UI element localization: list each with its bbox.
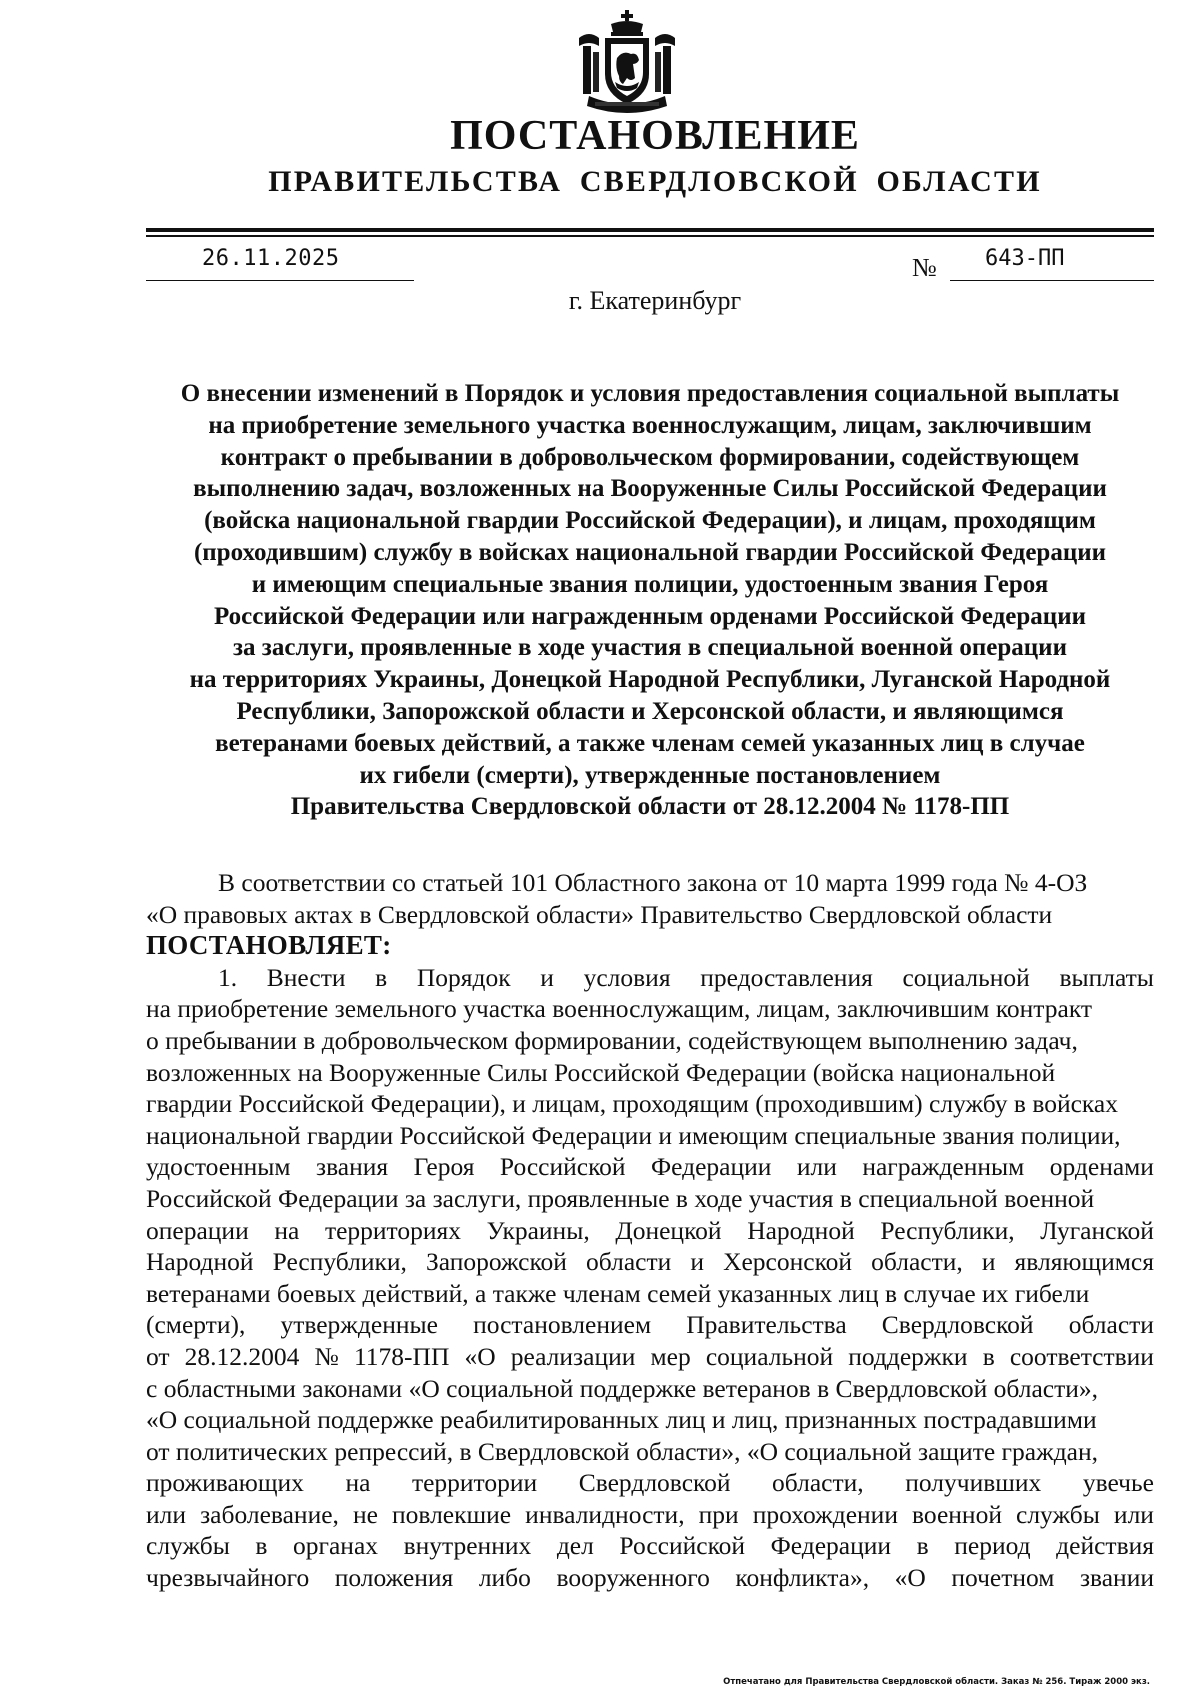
preamble-line: «О правовых актах в Свердловской области» Правительство Свердловской области: [146, 899, 1053, 929]
document-body: [146, 867, 1154, 1594]
word: Донецкой: [615, 1215, 722, 1245]
point-1-line: [146, 1467, 1154, 1499]
word: являющимся: [1014, 1247, 1154, 1277]
title-line: и имеющим специальные звания полиции, удостоенным звания Героя: [251, 570, 1049, 598]
word: выплаты: [1059, 962, 1154, 992]
title-line: на приобретение земельного участка военнослужащим, лицам, заключившим: [208, 411, 1092, 439]
word: соответствии: [1009, 1341, 1154, 1371]
word: реализации: [510, 1341, 636, 1371]
word: звания: [316, 1152, 389, 1182]
point-1-line: с областными законами «О социальной поддержке ветеранов в Свердловской области»,: [146, 1373, 1099, 1403]
word: Республики,: [880, 1215, 1015, 1245]
word: «О: [464, 1341, 496, 1371]
document-title: [146, 378, 1154, 823]
point-1-line: «О социальной поддержке реабилитированных лиц и лиц, признанных пострадавшими: [146, 1405, 1097, 1435]
document-type: ПОСТАНОВЛЕНИЕ: [450, 113, 860, 159]
word: постановлением: [473, 1310, 652, 1340]
title-line: за заслуги, проявленные в ходе участия в специальной военной операции: [233, 634, 1067, 662]
word: повлекшие: [391, 1499, 512, 1529]
word: территориях: [324, 1215, 461, 1245]
point-1-line: на приобретение земельного участка военнослужащим, лицам, заключившим контракт: [146, 994, 1093, 1024]
title-line: их гибели (смерти), утвержденные постановлением: [359, 761, 941, 789]
word: инвалидности,: [525, 1499, 685, 1529]
word: области,: [772, 1468, 864, 1498]
point-1-line: [146, 962, 1154, 994]
point-1-line: [146, 1151, 1154, 1183]
word: 28.12.2004: [184, 1341, 300, 1371]
word: Российской: [499, 1152, 626, 1182]
word: Свердловской: [881, 1310, 1034, 1340]
word: условия: [583, 962, 671, 992]
word: почетном: [951, 1563, 1055, 1593]
title-line: О внесении изменений в Порядок и условия предоставления социальной выплаты: [180, 380, 1120, 407]
point-1-line: ветеранами боевых действий, а также членам семей указанных лиц в случае их гибели: [146, 1278, 1090, 1308]
header-divider-thick: [146, 228, 1154, 232]
word: области,: [871, 1247, 963, 1277]
word: в: [375, 962, 388, 992]
point-1-line: возложенных на Вооруженные Силы Российской Федерации (войска национальной: [146, 1057, 1056, 1087]
point-1-line: [146, 1499, 1154, 1531]
word: Героя: [413, 1152, 475, 1182]
word: орденами: [1049, 1152, 1154, 1182]
word: в: [255, 1531, 268, 1561]
word: Федерации: [770, 1531, 892, 1561]
date-underline: [146, 280, 414, 281]
word: области: [586, 1247, 672, 1277]
title-line: (проходившим) службу в войсках национальной гвардии Российской Федерации: [193, 538, 1107, 566]
word: от: [146, 1341, 170, 1371]
word: дел: [556, 1531, 594, 1561]
word: области: [1068, 1310, 1154, 1340]
word: на: [274, 1215, 300, 1245]
word: и: [540, 962, 554, 992]
title-line: ветеранами боевых действий, а также членам семей указанных лиц в случае: [215, 729, 1085, 757]
point-1-line: от политических репрессий, в Свердловской области», «О социальной защите граждан,: [146, 1436, 1099, 1466]
point-1-line: гвардии Российской Федерации), и лицам, проходящим (проходившим) службу в войсках: [146, 1089, 1118, 1119]
word: действия: [1056, 1531, 1154, 1561]
word: или: [1113, 1499, 1154, 1529]
title-line: Российской Федерации или награжденным орденами Российской Федерации: [213, 602, 1087, 630]
coat-of-arms-icon: [575, 8, 693, 120]
word: Правительства: [686, 1310, 847, 1340]
word: чрезвычайного: [146, 1563, 310, 1593]
word: или: [146, 1499, 187, 1529]
word: конфликта»,: [735, 1563, 870, 1593]
point-1-line: национальной гвардии Российской Федерации и имеющим специальные звания полиции,: [146, 1120, 1121, 1150]
print-footnote: Отпечатано для Правительства Свердловской области. Заказ № 256. Тираж 2000 экз.: [723, 1677, 1150, 1687]
word: проживающих: [146, 1468, 304, 1498]
title-line: контракт о пребывании в добровольческом формировании, содействующем: [220, 443, 1080, 471]
word: прохождении: [752, 1499, 898, 1529]
word: предоставления: [700, 962, 873, 992]
document-city: г. Екатеринбург: [568, 286, 742, 315]
word: №: [314, 1341, 339, 1371]
word: Народной: [146, 1247, 254, 1277]
word: Республики,: [272, 1247, 407, 1277]
word: не: [352, 1499, 378, 1529]
word: или: [796, 1152, 837, 1182]
word: и: [690, 1247, 704, 1277]
word: утвержденные: [280, 1310, 438, 1340]
title-line: на территориях Украины, Донецкой Народной Республики, Луганской Народной: [189, 666, 1111, 694]
point-1-line: [146, 1341, 1154, 1373]
word: в: [916, 1531, 929, 1561]
word: 1.: [218, 962, 238, 992]
point-1-line: [146, 1246, 1154, 1278]
word: Российской: [619, 1531, 746, 1561]
title-line: выполнению задач, возложенных на Вооруженные Силы Российской Федерации: [193, 475, 1107, 503]
word: «О: [894, 1563, 926, 1593]
point-1-line: Российской Федерации за заслуги, проявленные в ходе участия в специальной военной: [146, 1183, 1095, 1213]
word: Федерации: [651, 1152, 772, 1182]
word: социальной: [705, 1341, 834, 1371]
word: Запорожской: [425, 1247, 567, 1277]
word: службы: [146, 1531, 230, 1561]
document-number: 643-ПП: [985, 246, 1065, 271]
word: территории: [411, 1468, 538, 1498]
point-1-line: [146, 1562, 1154, 1594]
title-line: Республики, Запорожской области и Херсонской области, и являющимся: [236, 697, 1064, 725]
point-1-line: о пребывании в добровольческом формировании, содействующем выполнению задач,: [146, 1025, 1078, 1055]
header-divider-thin: [146, 235, 1154, 237]
word: получивших: [905, 1468, 1042, 1498]
word: награжденным: [862, 1152, 1025, 1182]
title-line: Правительства Свердловской области от 28.12.2004 № 1178-ПП: [290, 793, 1010, 821]
word: социальной: [902, 962, 1030, 992]
word: удостоенным: [146, 1152, 291, 1182]
word: Внести: [266, 962, 346, 992]
point-1-line: [146, 1530, 1154, 1562]
word: внутренних: [403, 1531, 532, 1561]
point-1-line: [146, 1309, 1154, 1341]
word: мер: [650, 1341, 691, 1371]
word: положения: [334, 1563, 454, 1593]
word: (смерти),: [146, 1310, 246, 1340]
word: поддержки: [848, 1341, 968, 1371]
word: Народной: [747, 1215, 855, 1245]
word: либо: [478, 1563, 531, 1593]
point-1-line: [146, 1215, 1154, 1247]
document-date: 26.11.2025: [202, 246, 340, 271]
word: увечье: [1082, 1468, 1154, 1498]
issuing-authority: ПРАВИТЕЛЬСТВА СВЕРДЛОВСКОЙ ОБЛАСТИ: [268, 165, 1042, 198]
word: на: [345, 1468, 371, 1498]
word: в: [982, 1341, 995, 1371]
preamble-line: В соответствии со статьей 101 Областного закона от 10 марта 1999 года № 4-ОЗ: [218, 868, 1088, 897]
word: военной: [912, 1499, 1002, 1529]
word: и: [981, 1247, 996, 1277]
number-sign: №: [912, 253, 937, 282]
word: Свердловской: [578, 1468, 731, 1498]
word: Украины,: [486, 1215, 590, 1245]
word: органах: [293, 1531, 379, 1561]
resolve-word: ПОСТАНОВЛЯЕТ:: [146, 930, 392, 961]
word: Порядок: [416, 962, 511, 992]
word: период: [954, 1531, 1031, 1561]
word: при: [698, 1499, 739, 1529]
word: Луганской: [1040, 1215, 1154, 1245]
title-line: (войска национальной гвардии Российской Федерации), и лицам, проходящим: [204, 507, 1096, 535]
word: службы: [1016, 1499, 1100, 1529]
word: 1178-ПП: [353, 1341, 450, 1371]
word: звании: [1079, 1563, 1154, 1593]
word: Херсонской: [723, 1247, 853, 1277]
word: операции: [146, 1215, 249, 1245]
number-underline: [950, 280, 1154, 281]
word: вооруженного: [556, 1563, 710, 1593]
word: заболевание,: [200, 1499, 339, 1529]
